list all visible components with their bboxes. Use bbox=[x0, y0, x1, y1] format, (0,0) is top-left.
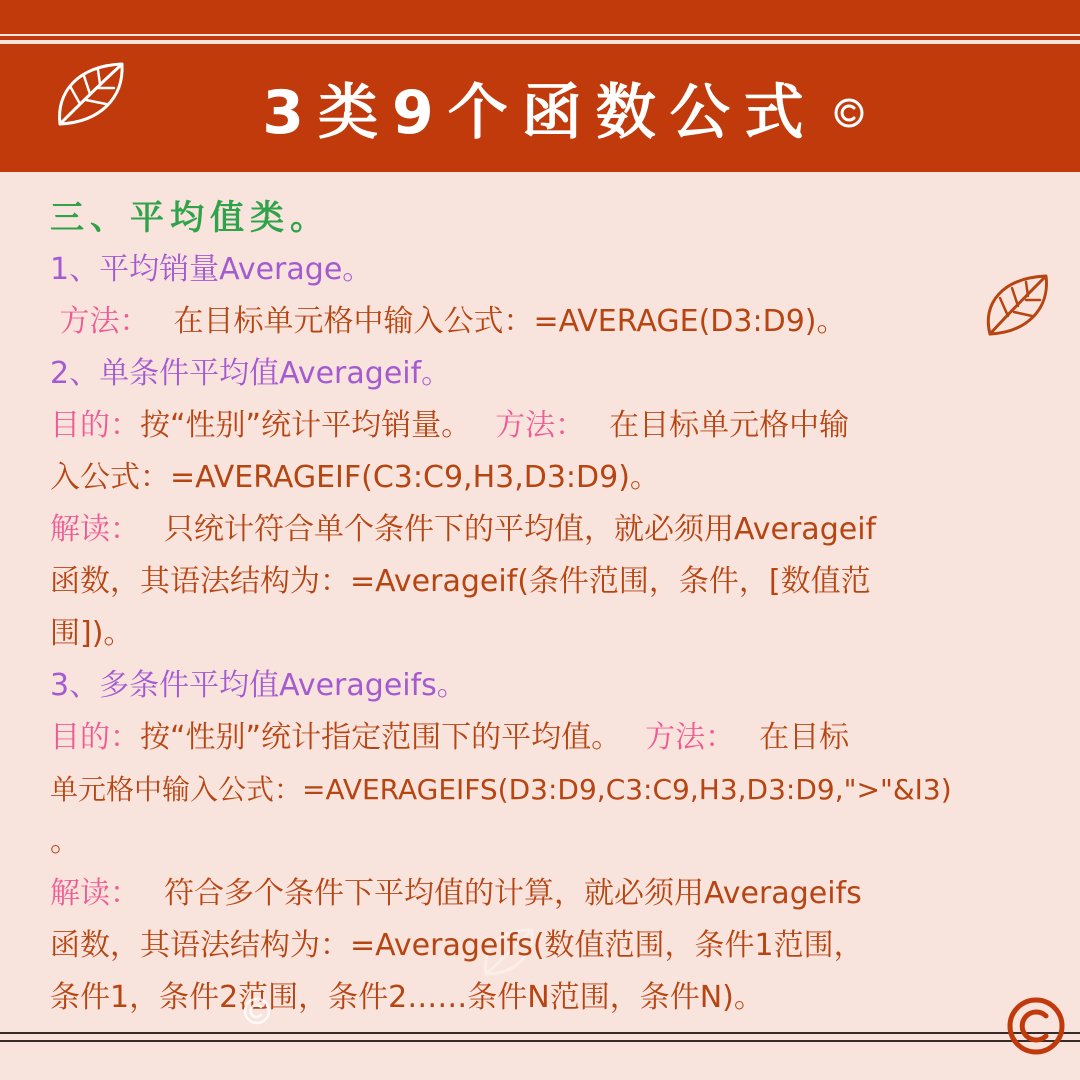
bottom-divider bbox=[0, 1040, 1080, 1042]
method-text: 在目标单元格中输入公式：=AVERAGE(D3:D9)。 bbox=[173, 304, 847, 339]
purpose-label: 目的： bbox=[50, 408, 140, 443]
section-heading: 三、平均值类。 bbox=[50, 198, 330, 238]
method-text: 在目标单元格中输 bbox=[609, 408, 850, 443]
method-label: 方法： bbox=[59, 304, 150, 339]
item-2-title: 2、单条件平均值Averageif。 bbox=[50, 356, 452, 391]
explain-label: 解读： bbox=[50, 512, 140, 547]
explain-text: 只统计符合单个条件下的平均值，就必须用Averageif bbox=[164, 512, 877, 547]
method-label: 方法： bbox=[495, 408, 586, 443]
item-2-explain bbox=[50, 504, 1030, 556]
item-3-explain-cont: 函数，其语法结构为：=Averageifs(数值范围，条件1范围， bbox=[50, 928, 864, 963]
method-label: 方法： bbox=[645, 720, 736, 755]
item-3-method-cont: 。 bbox=[50, 824, 80, 859]
explain-text: 符合多个条件下平均值的计算，就必须用Averageifs bbox=[164, 876, 862, 911]
copyright-icon bbox=[240, 994, 274, 1028]
item-3-explain-cont: 条件1，条件2范围，条件2……条件N范围，条件N)。 bbox=[50, 980, 764, 1015]
item-1-method bbox=[50, 296, 1030, 348]
item-3-method-cont: 单元格中输入公式：=AVERAGEIFS(D3:D9,C3:C9,H3,D3:D9,">"&I3) bbox=[50, 773, 952, 806]
content-area bbox=[50, 192, 1030, 1024]
item-3-title: 3、多条件平均值Averageifs。 bbox=[50, 668, 467, 703]
item-2-explain-cont: 函数，其语法结构为：=Averageif(条件范围，条件，[数值范 bbox=[50, 564, 871, 599]
item-2-method-cont: 入公式：=AVERAGEIF(C3:C9,H3,D3:D9)。 bbox=[50, 460, 660, 495]
top-band bbox=[0, 0, 1080, 34]
item-1-title: 1、平均销量Average。 bbox=[50, 252, 373, 287]
purpose-text: 按“性别”统计指定范围下的平均值。 bbox=[140, 720, 622, 755]
item-2-explain-cont: 围])。 bbox=[50, 616, 134, 651]
method-text: 在目标 bbox=[759, 720, 850, 755]
explain-label: 解读： bbox=[50, 876, 140, 911]
purpose-text: 按“性别”统计平均销量。 bbox=[140, 408, 472, 443]
bottom-divider bbox=[0, 1032, 1080, 1034]
item-3-explain bbox=[50, 868, 1030, 920]
copyright-icon bbox=[832, 96, 866, 130]
copyright-icon bbox=[1004, 994, 1068, 1058]
item-2-purpose bbox=[50, 400, 1030, 452]
item-3-purpose bbox=[50, 712, 1030, 764]
top-stripe bbox=[0, 36, 1080, 40]
page-title: 3类9个函数公式 bbox=[262, 78, 818, 148]
purpose-label: 目的： bbox=[50, 720, 140, 755]
